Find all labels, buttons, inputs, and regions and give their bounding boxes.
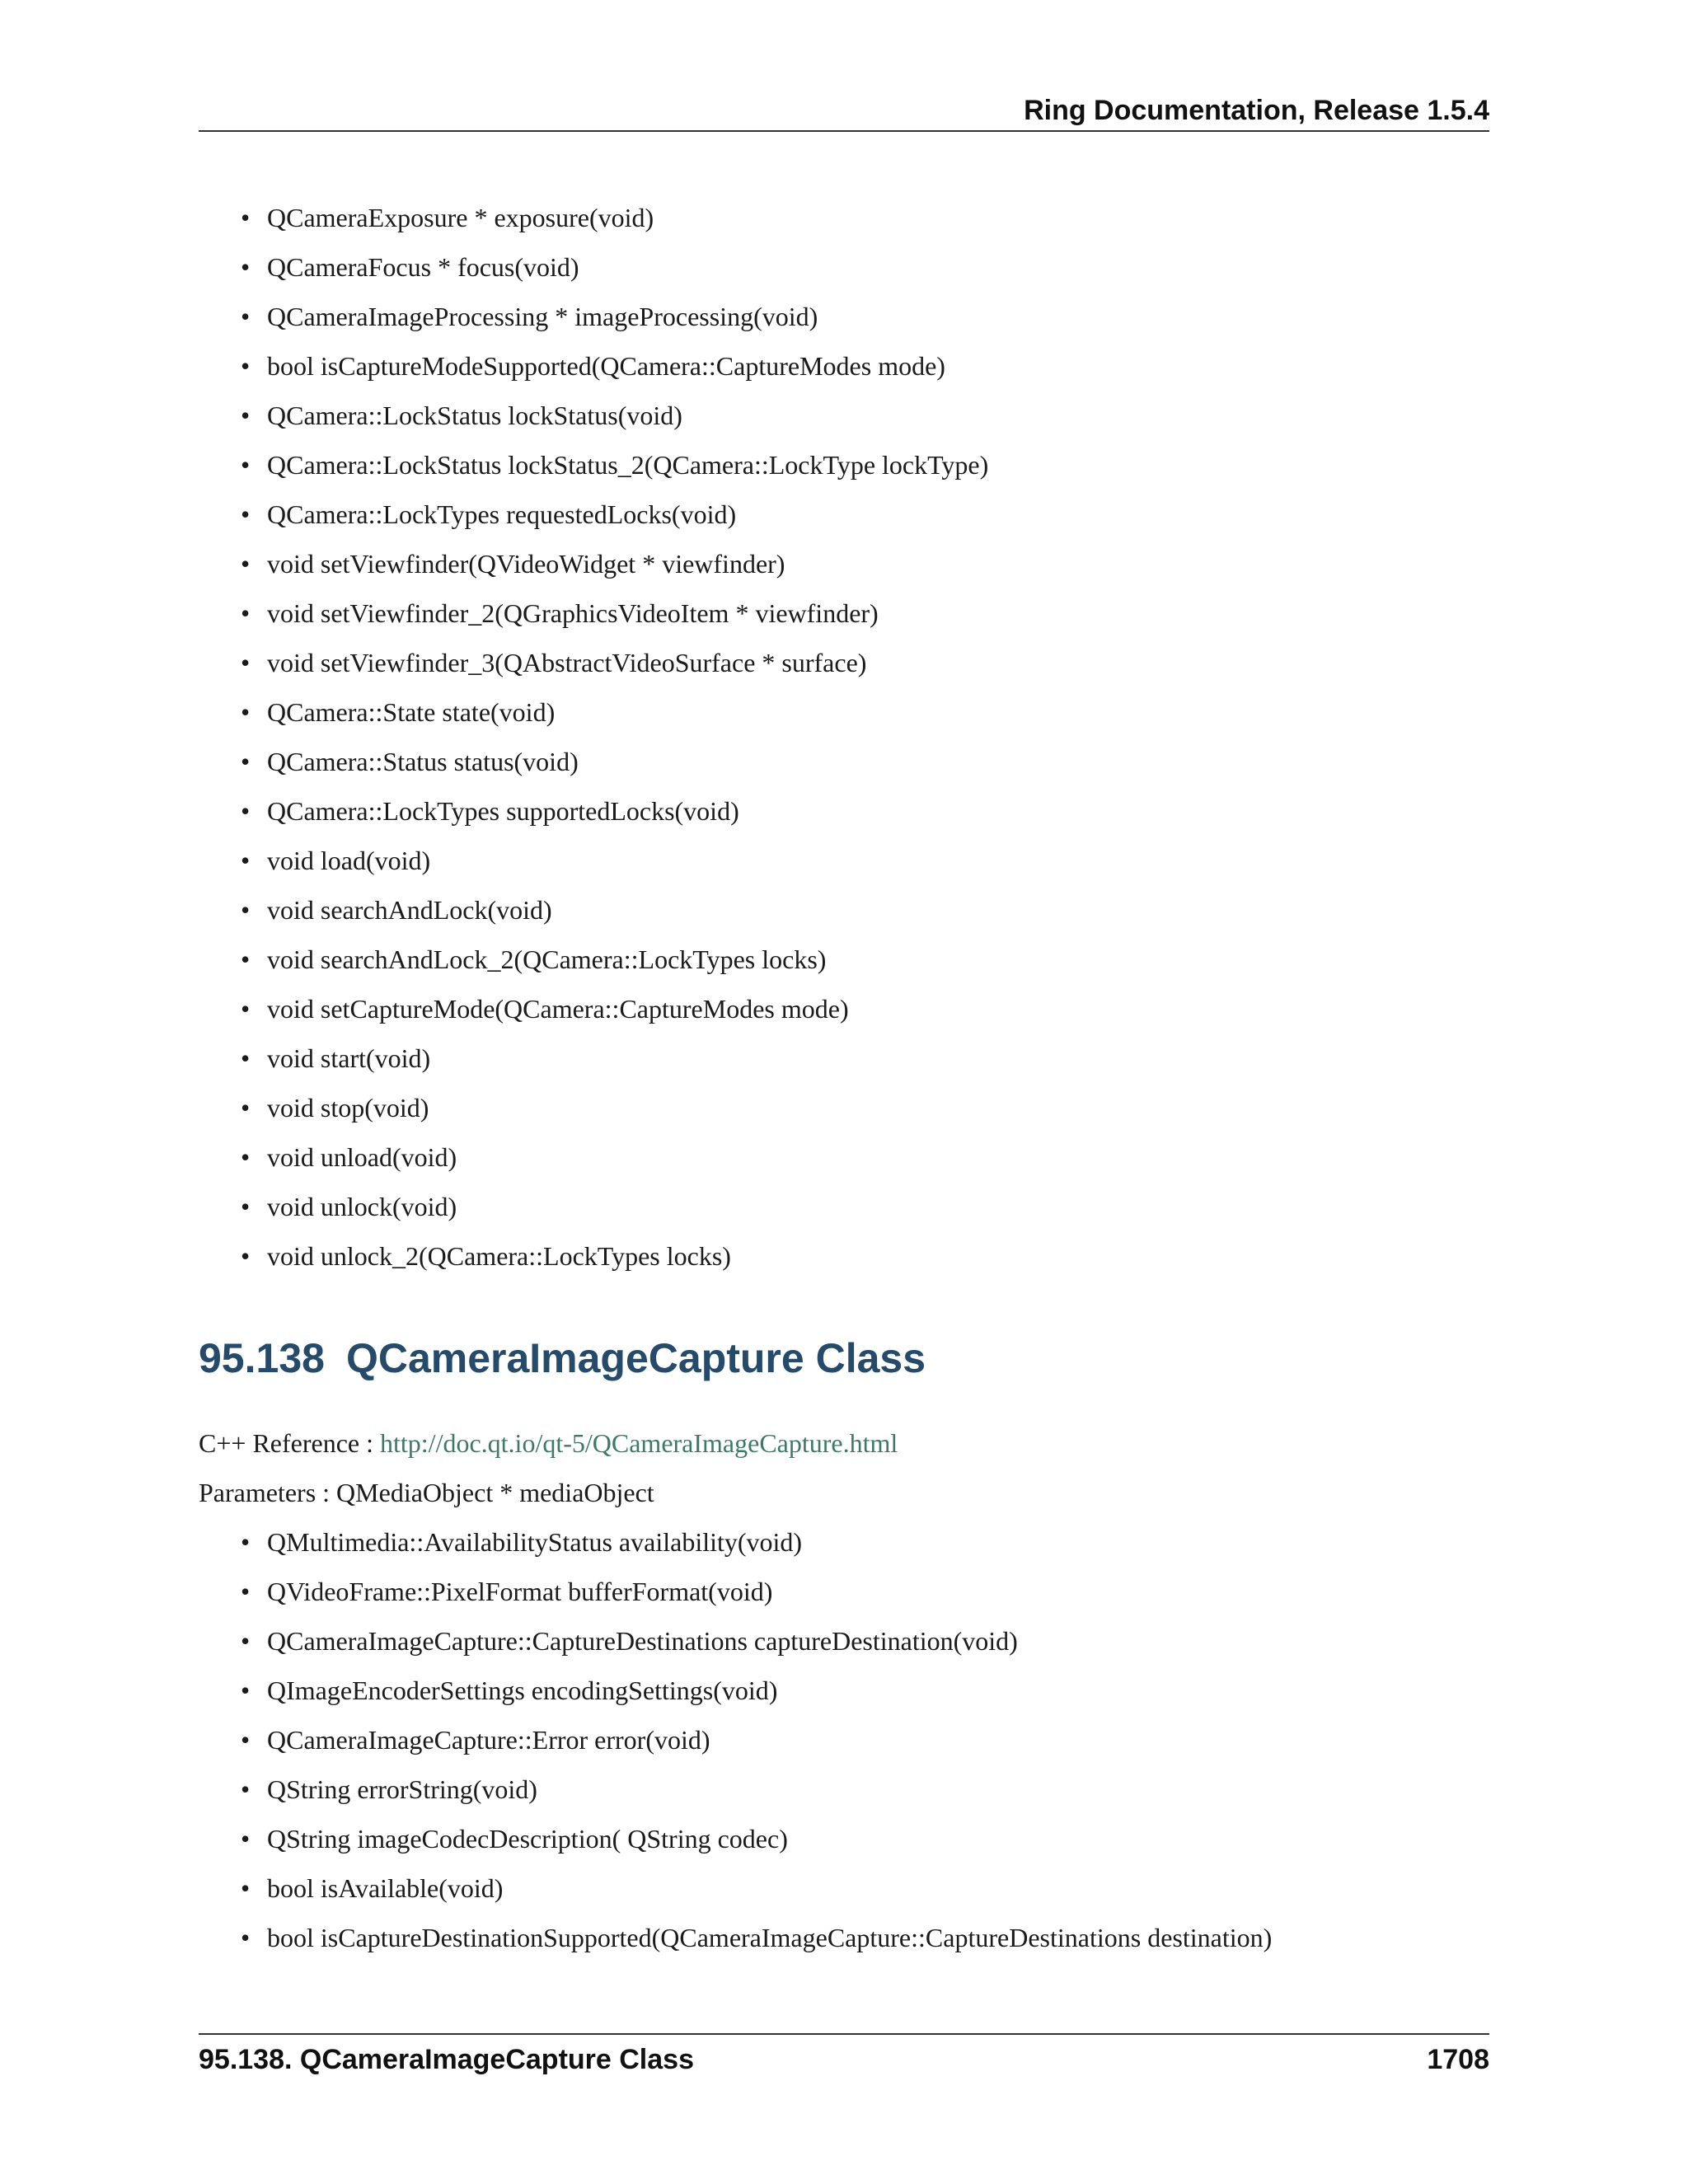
list-item-text: QCamera::LockTypes supportedLocks(void) — [267, 796, 739, 826]
bullet-icon: • — [241, 1824, 251, 1854]
document-title: Ring Documentation, Release 1.5.4 — [1024, 95, 1489, 126]
list-item-text: void setCaptureMode(QCamera::CaptureModes mode) — [267, 994, 849, 1024]
list-item — [241, 836, 988, 885]
bullet-icon: • — [241, 1675, 251, 1705]
list-item-text: void setViewfinder(QVideoWidget * viewfinder) — [267, 549, 785, 579]
list-item-text: void setViewfinder_3(QAbstractVideoSurface * surface) — [267, 648, 867, 677]
page-header — [199, 92, 1489, 132]
list-item — [241, 341, 988, 391]
list-item — [241, 935, 988, 984]
list-item-text: void start(void) — [267, 1043, 431, 1073]
list-item — [241, 440, 988, 490]
bullet-icon: • — [241, 994, 251, 1024]
bullet-icon: • — [241, 1873, 251, 1903]
list-item — [241, 1182, 988, 1231]
bullet-icon: • — [241, 747, 251, 776]
list-item — [241, 885, 988, 935]
bullet-icon: • — [241, 1626, 251, 1656]
bullet-icon: • — [241, 697, 251, 727]
list-item-text: QCamera::LockStatus lockStatus_2(QCamera::LockType lockType) — [267, 450, 989, 480]
list-item-text: QString imageCodecDescription( QString codec) — [267, 1824, 788, 1854]
list-item-text: void setViewfinder_2(QGraphicsVideoItem * viewfinder) — [267, 598, 879, 628]
bullet-icon: • — [241, 846, 251, 875]
list-item — [241, 1765, 1272, 1814]
method-list-qcameraimagecapture — [241, 1517, 1272, 1962]
list-item-text: QCameraImageCapture::Error error(void) — [267, 1725, 710, 1755]
page-footer — [199, 2033, 1489, 2084]
list-item — [241, 1083, 988, 1132]
list-item — [241, 490, 988, 539]
section-heading — [199, 1327, 926, 1390]
bullet-icon: • — [241, 1527, 251, 1557]
list-item-text: QCamera::Status status(void) — [267, 747, 579, 776]
bullet-icon: • — [241, 598, 251, 628]
list-item-text: bool isCaptureDestinationSupported(QCameraImageCapture::CaptureDestinations destination) — [267, 1923, 1273, 1952]
list-item — [241, 1715, 1272, 1765]
list-item — [241, 588, 988, 638]
list-item — [241, 539, 988, 588]
list-item-text: void searchAndLock_2(QCamera::LockTypes locks) — [267, 944, 827, 974]
footer-section-label: 95.138. QCameraImageCapture Class — [199, 2044, 694, 2075]
list-item-text: QCameraExposure * exposure(void) — [267, 203, 654, 232]
list-item — [241, 1666, 1272, 1715]
list-item — [241, 1814, 1272, 1863]
section-number: 95.138 — [199, 1335, 325, 1381]
list-item — [241, 1517, 1272, 1567]
method-list-qcamera — [241, 193, 988, 1281]
list-item — [241, 1913, 1272, 1962]
list-item-text: QCameraImageProcessing * imageProcessing(void) — [267, 302, 818, 331]
list-item-text: QString errorString(void) — [267, 1774, 537, 1804]
bullet-icon: • — [241, 401, 251, 430]
list-item-text: QMultimedia::AvailabilityStatus availability(void) — [267, 1527, 803, 1557]
list-item-text: void load(void) — [267, 846, 431, 875]
list-item — [241, 737, 988, 786]
bullet-icon: • — [241, 1774, 251, 1804]
list-item-text: QImageEncoderSettings encodingSettings(void) — [267, 1675, 778, 1705]
list-item — [241, 1567, 1272, 1616]
bullet-icon: • — [241, 450, 251, 480]
bullet-icon: • — [241, 302, 251, 331]
list-item-text: void searchAndLock(void) — [267, 895, 552, 925]
list-item-text: QCameraImageCapture::CaptureDestinations captureDestination(void) — [267, 1626, 1018, 1656]
bullet-icon: • — [241, 1577, 251, 1606]
bullet-icon: • — [241, 1043, 251, 1073]
list-item — [241, 1033, 988, 1083]
list-item — [241, 687, 988, 737]
list-item-text: void unlock(void) — [267, 1192, 457, 1221]
list-item-text: void unlock_2(QCamera::LockTypes locks) — [267, 1241, 731, 1271]
parameters-line: Parameters : QMediaObject * mediaObject — [199, 1478, 654, 1507]
list-item — [241, 193, 988, 242]
bullet-icon: • — [241, 1725, 251, 1755]
bullet-icon: • — [241, 499, 251, 529]
cpp-reference-link[interactable]: http://doc.qt.io/qt-5/QCameraImageCapture.html — [380, 1428, 898, 1458]
cpp-reference-line — [199, 1418, 898, 1468]
list-item — [241, 1132, 988, 1182]
bullet-icon: • — [241, 648, 251, 677]
bullet-icon: • — [241, 1142, 251, 1172]
bullet-icon: • — [241, 1192, 251, 1221]
bullet-icon: • — [241, 1923, 251, 1952]
bullet-icon: • — [241, 1093, 251, 1122]
section-title-text: QCameraImageCapture Class — [345, 1335, 926, 1381]
list-item-text: QCamera::LockStatus lockStatus(void) — [267, 401, 682, 430]
list-item — [241, 1231, 988, 1281]
bullet-icon: • — [241, 549, 251, 579]
list-item-text: QVideoFrame::PixelFormat bufferFormat(void) — [267, 1577, 773, 1606]
bullet-icon: • — [241, 796, 251, 826]
list-item-text: void stop(void) — [267, 1093, 429, 1122]
list-item — [241, 292, 988, 341]
list-item — [241, 242, 988, 292]
list-item — [241, 391, 988, 440]
list-item-text: QCamera::LockTypes requestedLocks(void) — [267, 499, 737, 529]
list-item — [241, 786, 988, 836]
bullet-icon: • — [241, 895, 251, 925]
list-item-text: void unload(void) — [267, 1142, 457, 1172]
list-item — [241, 1616, 1272, 1666]
bullet-icon: • — [241, 1241, 251, 1271]
list-item-text: bool isCaptureModeSupported(QCamera::CaptureModes mode) — [267, 351, 945, 381]
list-item-text: QCameraFocus * focus(void) — [267, 252, 579, 282]
bullet-icon: • — [241, 351, 251, 381]
list-item — [241, 984, 988, 1033]
bullet-icon: • — [241, 944, 251, 974]
bullet-icon: • — [241, 252, 251, 282]
page-number: 1708 — [1427, 2044, 1489, 2075]
cpp-reference-label: C++ Reference : — [199, 1428, 380, 1458]
list-item-text: QCamera::State state(void) — [267, 697, 556, 727]
list-item-text: bool isAvailable(void) — [267, 1873, 504, 1903]
bullet-icon: • — [241, 203, 251, 232]
list-item — [241, 1863, 1272, 1913]
list-item — [241, 638, 988, 687]
